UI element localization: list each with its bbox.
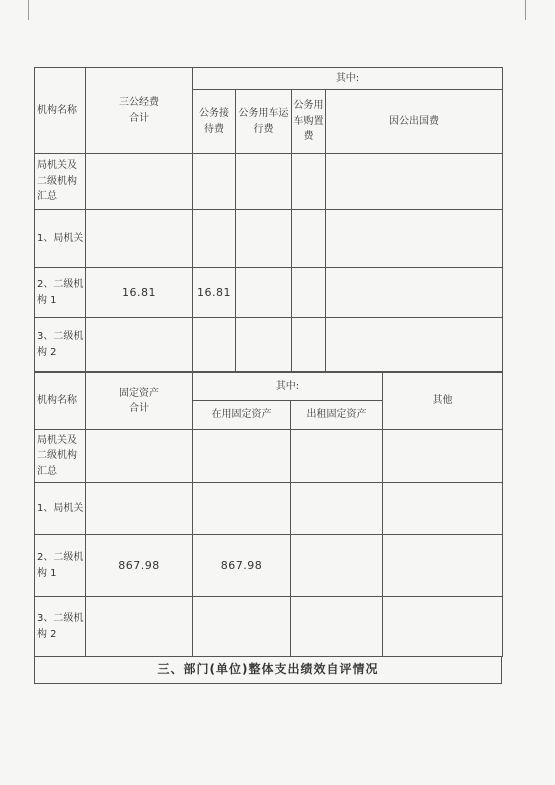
cell-reception [193, 318, 236, 372]
cell-in-use [193, 430, 291, 483]
table-row [35, 318, 503, 372]
header-other: 其他 [383, 373, 503, 430]
table-row [35, 535, 503, 597]
cell-vehicle-purchase [292, 268, 326, 318]
table-row [35, 268, 503, 318]
cell-reception [193, 154, 236, 210]
cell-total [86, 318, 193, 372]
cell-overseas [326, 268, 503, 318]
row-org-name: 3、二级机 构 2 [35, 597, 86, 657]
header-leased-assets: 出租固定资产 [291, 401, 383, 430]
cell-other [383, 535, 503, 597]
header-in-use-assets: 在用固定资产 [193, 401, 291, 430]
table-row [35, 210, 503, 268]
cell-in-use: 867.98 [193, 535, 291, 597]
row-org-name: 局机关及 二级机构 汇总 [35, 154, 86, 210]
header-three-public-total: 三公经费 合计 [86, 68, 193, 154]
table-row [35, 483, 503, 535]
table-row [35, 430, 503, 483]
cell-vehicle-purchase [292, 210, 326, 268]
table-row [35, 597, 503, 657]
table-row [35, 154, 503, 210]
header-vehicle-purchase-fee: 公务用 车购置 费 [292, 90, 326, 154]
cell-other [383, 597, 503, 657]
cell-total: 16.81 [86, 268, 193, 318]
cell-leased [291, 535, 383, 597]
cell-overseas [326, 318, 503, 372]
section-title: 三、部门(单位)整体支出绩效自评情况 [34, 656, 502, 684]
header-reception-fee: 公务接 待费 [193, 90, 236, 154]
row-org-name: 2、二级机 构 1 [35, 268, 86, 318]
cell-vehicle-operation [236, 210, 292, 268]
cell-leased [291, 430, 383, 483]
three-public-expenses-table [34, 67, 503, 372]
header-among: 其中: [193, 373, 383, 401]
cell-leased [291, 483, 383, 535]
cell-total [86, 154, 193, 210]
cell-in-use [193, 483, 291, 535]
row-org-name: 1、局机关 [35, 483, 86, 535]
cell-vehicle-operation [236, 318, 292, 372]
margin-line-left [28, 0, 29, 20]
margin-line-right [525, 0, 526, 20]
cell-reception [193, 210, 236, 268]
header-fixed-assets-total: 固定资产 合计 [86, 373, 193, 430]
header-among: 其中: [193, 68, 503, 90]
header-org-name: 机构名称 [35, 373, 86, 430]
cell-vehicle-purchase [292, 154, 326, 210]
cell-vehicle-operation [236, 154, 292, 210]
cell-reception: 16.81 [193, 268, 236, 318]
row-org-name: 局机关及 二级机构 汇总 [35, 430, 86, 483]
cell-other [383, 430, 503, 483]
header-overseas-fee: 因公出国费 [326, 90, 503, 154]
cell-vehicle-purchase [292, 318, 326, 372]
row-org-name: 1、局机关 [35, 210, 86, 268]
header-org-name: 机构名称 [35, 68, 86, 154]
row-org-name: 3、二级机 构 2 [35, 318, 86, 372]
cell-other [383, 483, 503, 535]
cell-total [86, 597, 193, 657]
cell-overseas [326, 210, 503, 268]
cell-total [86, 210, 193, 268]
cell-total [86, 430, 193, 483]
cell-in-use [193, 597, 291, 657]
cell-leased [291, 597, 383, 657]
row-org-name: 2、二级机 构 1 [35, 535, 86, 597]
header-vehicle-operation-fee: 公务用车运 行费 [236, 90, 292, 154]
cell-total [86, 483, 193, 535]
cell-total: 867.98 [86, 535, 193, 597]
cell-vehicle-operation [236, 268, 292, 318]
cell-overseas [326, 154, 503, 210]
fixed-assets-table [34, 372, 503, 657]
